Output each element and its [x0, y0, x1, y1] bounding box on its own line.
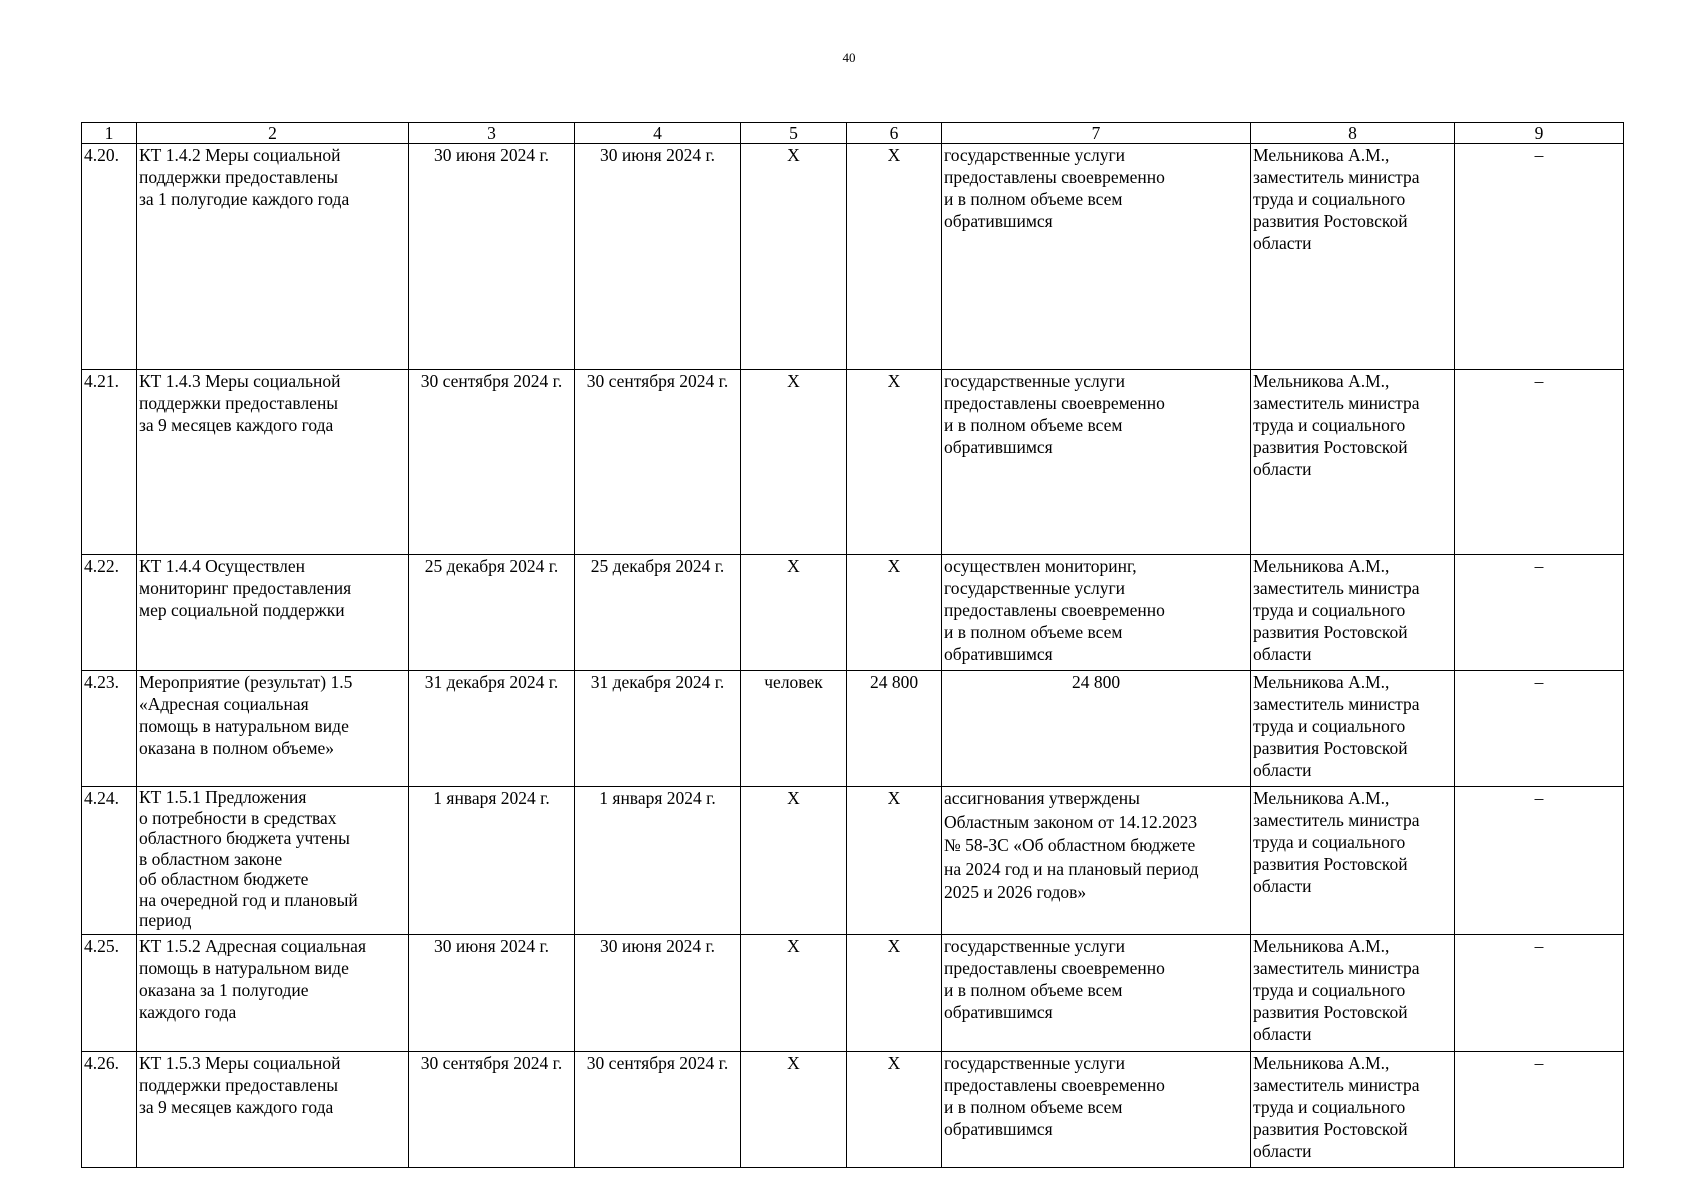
- row-name: КТ 1.5.3 Меры социальной поддержки предоставлены за 9 месяцев каждого года: [139, 1053, 341, 1117]
- row-number: 4.21.: [82, 370, 137, 555]
- result-text: государственные услуги предоставлены своевременно и в полном объеме всем обратившимся: [944, 1053, 1165, 1139]
- note: –: [1455, 787, 1624, 935]
- unit: человек: [741, 671, 847, 787]
- unit: Х: [741, 555, 847, 671]
- table-row: [82, 144, 1624, 370]
- row-number: 4.22.: [82, 555, 137, 671]
- row-name: КТ 1.5.1 Предложения о потребности в средствах областного бюджета учтены в областном законе об областном бюджете на очередной год и плановый период: [139, 787, 358, 930]
- row-number: 4.24.: [82, 787, 137, 935]
- unit: Х: [741, 935, 847, 1052]
- unit: Х: [741, 144, 847, 370]
- row-name: КТ 1.4.2 Меры социальной поддержки предоставлены за 1 полугодие каждого года: [139, 145, 350, 209]
- value: Х: [847, 555, 942, 671]
- result-text: государственные услуги предоставлены своевременно и в полном объеме всем обратившимся: [944, 936, 1165, 1022]
- header-row: [82, 123, 1624, 144]
- end-date: 30 сентября 2024 г.: [575, 370, 741, 555]
- start-date: 25 декабря 2024 г.: [409, 555, 575, 671]
- result-text: государственные услуги предоставлены своевременно и в полном объеме всем обратившимся: [944, 145, 1165, 231]
- start-date: 30 июня 2024 г.: [409, 935, 575, 1052]
- value: Х: [847, 1052, 942, 1168]
- row-number: 4.25.: [82, 935, 137, 1052]
- end-date: 1 января 2024 г.: [575, 787, 741, 935]
- start-date: 30 сентября 2024 г.: [409, 370, 575, 555]
- column-header: 1: [82, 123, 137, 144]
- result-text: осуществлен мониторинг, государственные услуги предоставлены своевременно и в полном объеме всем обратившимся: [944, 556, 1165, 664]
- value: Х: [847, 935, 942, 1052]
- plan-table: [81, 122, 1624, 1168]
- end-date: 25 декабря 2024 г.: [575, 555, 741, 671]
- responsible-person: Мельникова А.М., заместитель министра труда и социального развития Ростовской области: [1253, 788, 1420, 896]
- column-header: 6: [847, 123, 942, 144]
- table-row: [82, 671, 1624, 787]
- column-header: 5: [741, 123, 847, 144]
- responsible-person: Мельникова А.М., заместитель министра труда и социального развития Ростовской области: [1253, 556, 1420, 664]
- value: 24 800: [847, 671, 942, 787]
- table-row: [82, 935, 1624, 1052]
- row-name: КТ 1.4.4 Осуществлен мониторинг предоставления мер социальной поддержки: [139, 556, 352, 620]
- value: Х: [847, 144, 942, 370]
- result-text: ассигнования утверждены Областным законом от 14.12.2023 № 58-ЗС «Об областном бюджете на 2024 год и на плановый период 2025 и 2026 годов»: [944, 788, 1199, 902]
- responsible-person: Мельникова А.М., заместитель министра труда и социального развития Ростовской области: [1253, 1053, 1420, 1161]
- result-text: государственные услуги предоставлены своевременно и в полном объеме всем обратившимся: [944, 371, 1165, 457]
- note: –: [1455, 935, 1624, 1052]
- end-date: 30 июня 2024 г.: [575, 144, 741, 370]
- responsible-person: Мельникова А.М., заместитель министра труда и социального развития Ростовской области: [1253, 371, 1420, 479]
- end-date: 31 декабря 2024 г.: [575, 671, 741, 787]
- table-row: [82, 787, 1624, 935]
- table-row: [82, 555, 1624, 671]
- result-text: 24 800: [1071, 672, 1121, 692]
- column-header: 9: [1455, 123, 1624, 144]
- start-date: 31 декабря 2024 г.: [409, 671, 575, 787]
- end-date: 30 сентября 2024 г.: [575, 1052, 741, 1168]
- responsible-person: Мельникова А.М., заместитель министра труда и социального развития Ростовской области: [1253, 672, 1420, 780]
- column-header: 8: [1251, 123, 1455, 144]
- row-number: 4.20.: [82, 144, 137, 370]
- row-name: КТ 1.4.3 Меры социальной поддержки предоставлены за 9 месяцев каждого года: [139, 371, 341, 435]
- note: –: [1455, 370, 1624, 555]
- row-number: 4.26.: [82, 1052, 137, 1168]
- table-row: [82, 1052, 1624, 1168]
- note: –: [1455, 555, 1624, 671]
- table-row: [82, 370, 1624, 555]
- responsible-person: Мельникова А.М., заместитель министра труда и социального развития Ростовской области: [1253, 145, 1420, 253]
- value: Х: [847, 370, 942, 555]
- value: Х: [847, 787, 942, 935]
- responsible-person: Мельникова А.М., заместитель министра труда и социального развития Ростовской области: [1253, 936, 1420, 1044]
- unit: Х: [741, 1052, 847, 1168]
- page-number: 40: [842, 50, 856, 65]
- unit: Х: [741, 787, 847, 935]
- column-header: 3: [409, 123, 575, 144]
- column-header: 7: [942, 123, 1251, 144]
- row-name: КТ 1.5.2 Адресная социальная помощь в натуральном виде оказана за 1 полугодие каждого года: [139, 936, 366, 1022]
- end-date: 30 июня 2024 г.: [575, 935, 741, 1052]
- row-name: Мероприятие (результат) 1.5 «Адресная социальная помощь в натуральном виде оказана в полном объеме»: [139, 672, 353, 758]
- row-number: 4.23.: [82, 671, 137, 787]
- note: –: [1455, 144, 1624, 370]
- start-date: 1 января 2024 г.: [409, 787, 575, 935]
- start-date: 30 июня 2024 г.: [409, 144, 575, 370]
- unit: Х: [741, 370, 847, 555]
- column-header: 2: [137, 123, 409, 144]
- start-date: 30 сентября 2024 г.: [409, 1052, 575, 1168]
- note: –: [1455, 1052, 1624, 1168]
- column-header: 4: [575, 123, 741, 144]
- note: –: [1455, 671, 1624, 787]
